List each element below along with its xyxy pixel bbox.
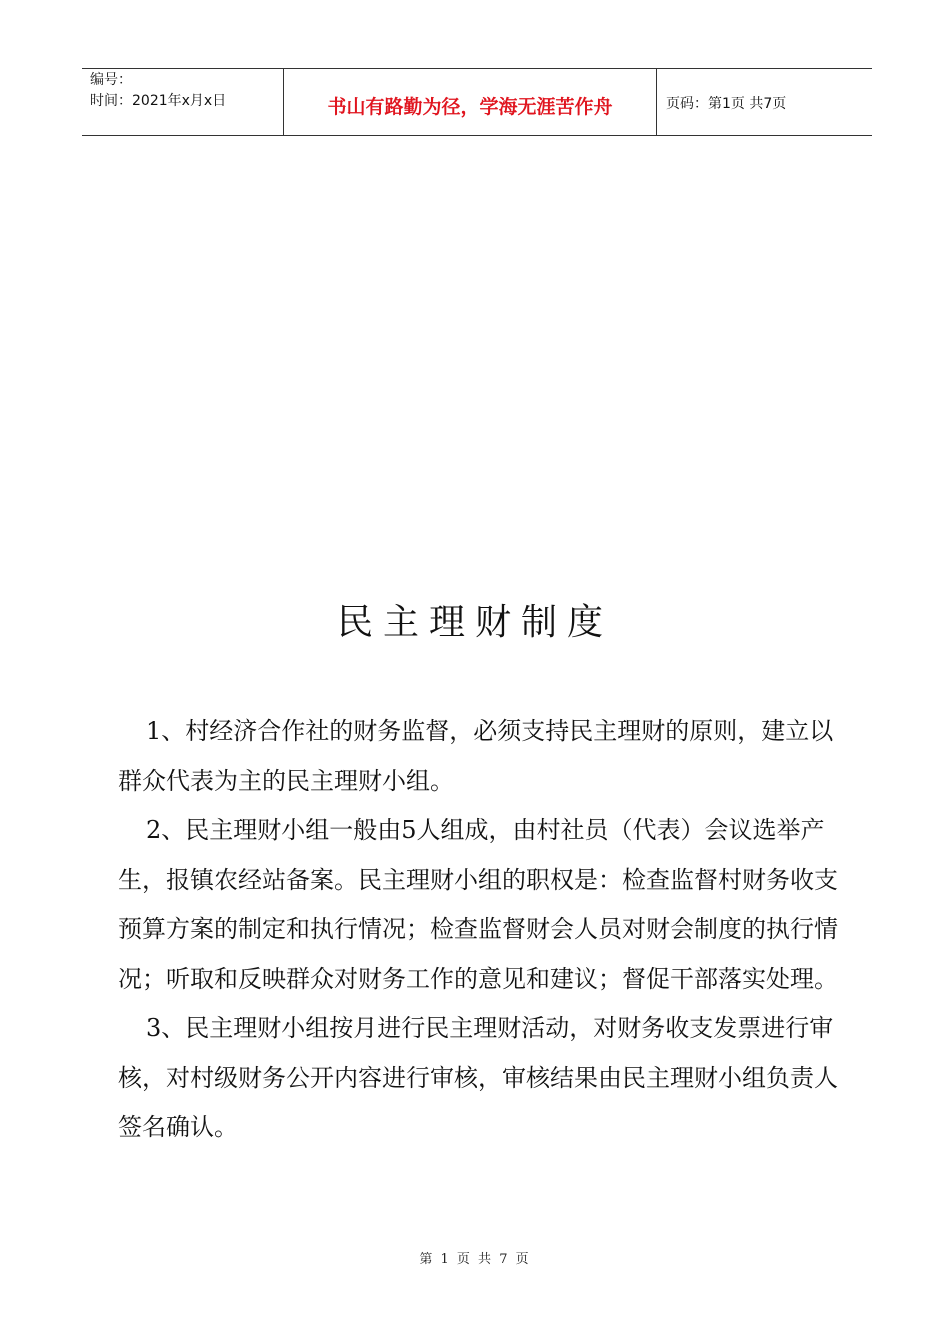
document-body [118, 707, 840, 1153]
header-bottom-rule [82, 135, 872, 136]
header-top-rule [82, 68, 872, 69]
header-meta [90, 70, 226, 112]
paragraph-2: 2、民主理财小组一般由5人组成，由村社员（代表）会议选举产生，报镇农经站备案。民主理财小组的职权是：检查监督村财务收支预算方案的制定和执行情况；检查监督财会人员对财会制度的执行情况；听取和反映群众对财务工作的意见和建议；督促干部落实处理。 [118, 816, 838, 993]
paragraph-3: 3、民主理财小组按月进行民主理财活动，对财务收支发票进行审核，对村级财务公开内容进行审核，审核结果由民主理财小组负责人签名确认。 [118, 1014, 838, 1141]
header-page-label: 页码：第1页 共7页 [666, 96, 787, 112]
document-title: 民主理财制度 [336, 602, 613, 643]
page-footer: 第 1 页 共 7 页 [419, 1252, 531, 1267]
header-number-label: 编号： [90, 72, 132, 88]
paragraph-1: 1、村经济合作社的财务监督，必须支持民主理财的原则，建立以群众代表为主的民主理财小组。 [118, 717, 834, 795]
header-motto: 书山有路勤为径，学海无涯苦作舟 [327, 96, 613, 118]
header-time-label: 时间：2021年x月x日 [90, 93, 227, 109]
header-divider-right [656, 68, 657, 136]
